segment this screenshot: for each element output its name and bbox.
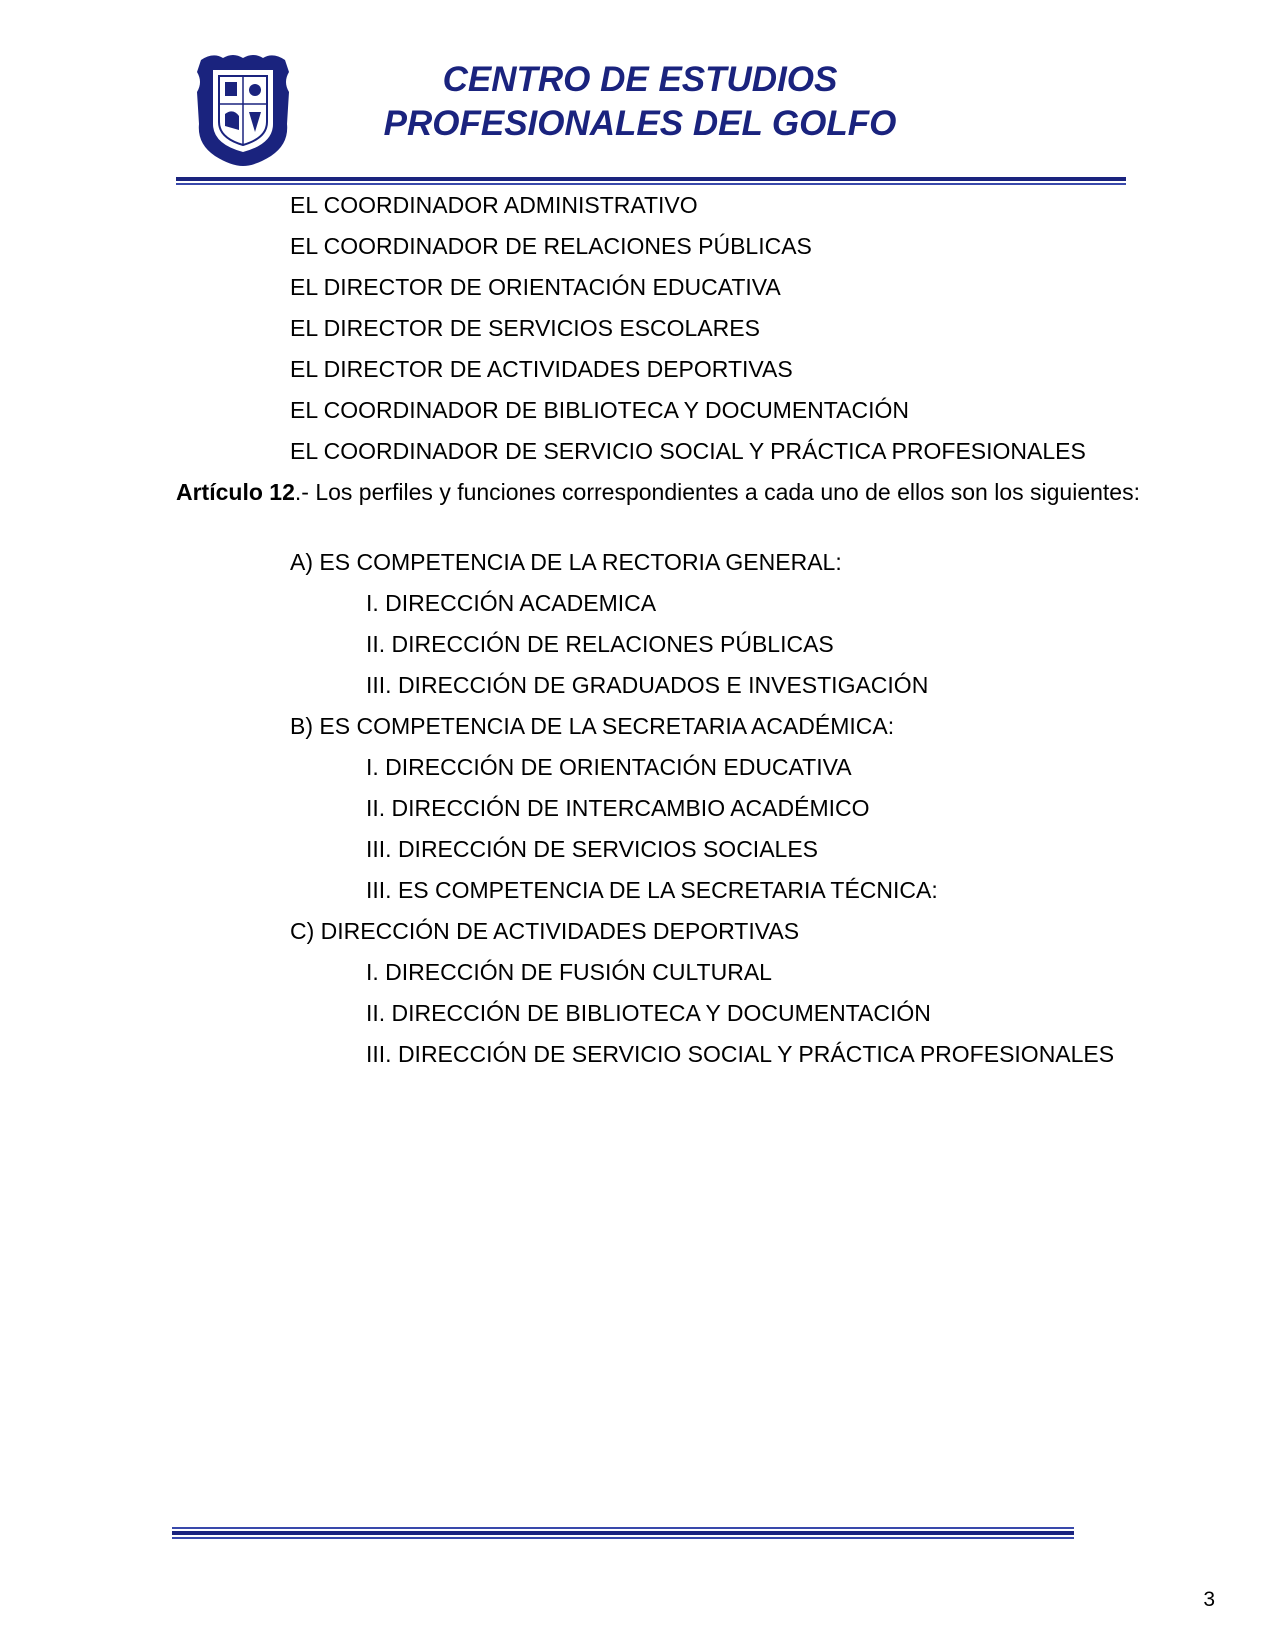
role-item: EL DIRECTOR DE ACTIVIDADES DEPORTIVAS bbox=[290, 356, 793, 382]
section-a-item: III. DIRECCIÓN DE GRADUADOS E INVESTIGACIÓN bbox=[366, 672, 929, 698]
section-b-heading: B) ES COMPETENCIA DE LA SECRETARIA ACADÉMICA: bbox=[290, 713, 895, 739]
section-c-heading: C) DIRECCIÓN DE ACTIVIDADES DEPORTIVAS bbox=[290, 918, 800, 944]
header-divider bbox=[176, 177, 1126, 185]
header-title-line1: CENTRO DE ESTUDIOS bbox=[442, 60, 838, 99]
role-item: EL COORDINADOR ADMINISTRATIVO bbox=[290, 192, 698, 218]
section-b-item: I. DIRECCIÓN DE ORIENTACIÓN EDUCATIVA bbox=[366, 754, 852, 780]
section-a-heading: A) ES COMPETENCIA DE LA RECTORIA GENERAL: bbox=[290, 549, 842, 575]
section-b-item: II. DIRECCIÓN DE INTERCAMBIO ACADÉMICO bbox=[366, 795, 870, 821]
section-a-item: I. DIRECCIÓN ACADEMICA bbox=[366, 590, 657, 616]
header-title-line2: PROFESIONALES DEL GOLFO bbox=[383, 104, 897, 143]
section-b-item: III. ES COMPETENCIA DE LA SECRETARIA TÉCNICA: bbox=[366, 877, 938, 903]
role-item: EL COORDINADOR DE SERVICIO SOCIAL Y PRÁCTICA PROFESIONALES bbox=[290, 438, 1086, 464]
institution-seal-logo bbox=[193, 52, 293, 168]
role-item: EL COORDINADOR DE RELACIONES PÚBLICAS bbox=[290, 233, 812, 259]
article-12-paragraph bbox=[176, 478, 1140, 507]
section-a-item: II. DIRECCIÓN DE RELACIONES PÚBLICAS bbox=[366, 631, 834, 657]
article-text: .- Los perfiles y funciones correspondientes a cada uno de ellos son los siguientes: bbox=[294, 479, 1140, 505]
role-item: EL DIRECTOR DE SERVICIOS ESCOLARES bbox=[290, 315, 760, 341]
role-item: EL COORDINADOR DE BIBLIOTECA Y DOCUMENTACIÓN bbox=[290, 397, 909, 423]
section-c-item: I. DIRECCIÓN DE FUSIÓN CULTURAL bbox=[366, 959, 772, 985]
article-label: Artículo 12 bbox=[176, 479, 295, 505]
section-c-item: II. DIRECCIÓN DE BIBLIOTECA Y DOCUMENTACIÓN bbox=[366, 1000, 931, 1026]
page-number: 3 bbox=[1203, 1588, 1215, 1611]
section-b-item: III. DIRECCIÓN DE SERVICIOS SOCIALES bbox=[366, 836, 819, 862]
section-c-item: III. DIRECCIÓN DE SERVICIO SOCIAL Y PRÁCTICA PROFESIONALES bbox=[366, 1041, 1115, 1067]
role-item: EL DIRECTOR DE ORIENTACIÓN EDUCATIVA bbox=[290, 274, 781, 300]
footer-divider bbox=[172, 1527, 1074, 1539]
